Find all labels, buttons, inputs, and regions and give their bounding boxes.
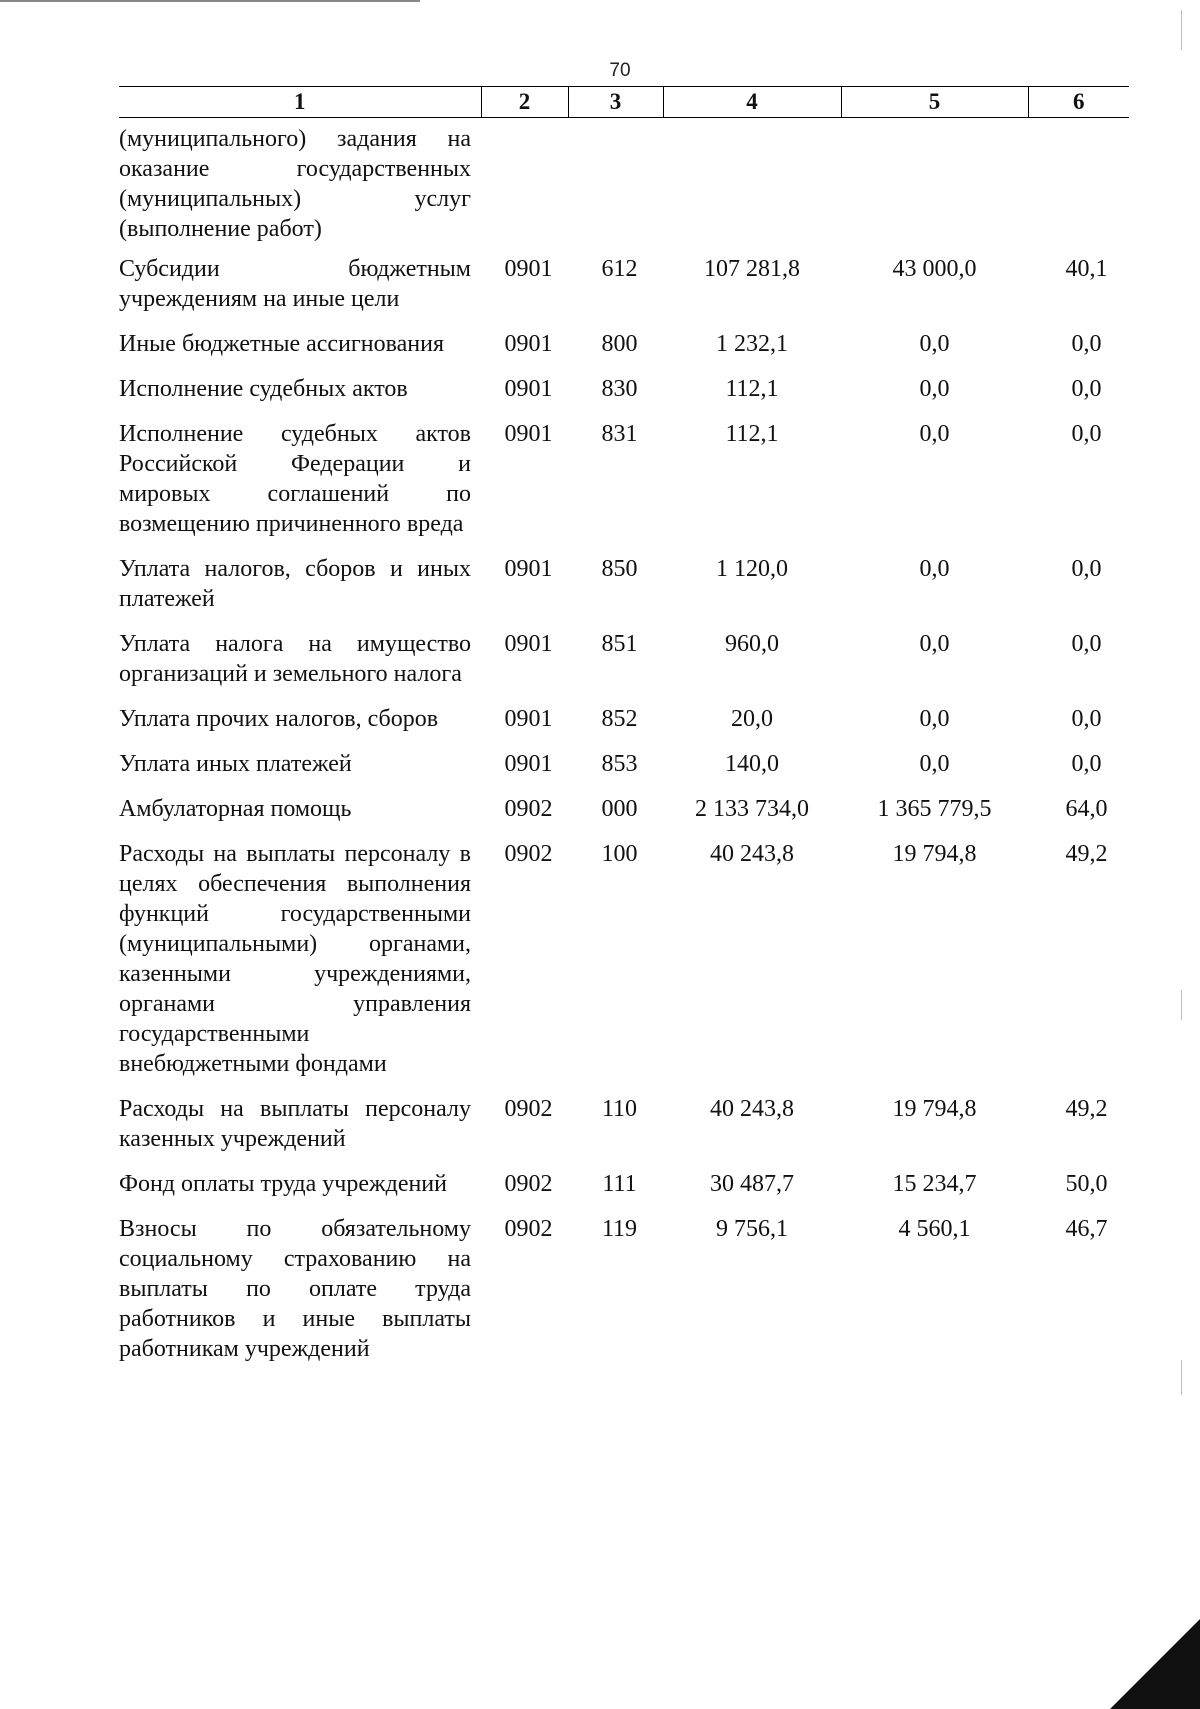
row-type-code: 110	[601, 1096, 638, 1122]
row-section-code: 0902	[504, 841, 553, 867]
row-fact-value: 19 794,8	[892, 1096, 977, 1122]
row-percent-value: 0,0	[1071, 556, 1102, 582]
table-row	[119, 749, 1129, 794]
table-row	[119, 1214, 1129, 1379]
row-fact-value: 0,0	[919, 751, 950, 777]
row-fact-value: 43 000,0	[892, 256, 977, 282]
row-plan-value: 107 281,8	[704, 256, 800, 282]
row-plan-value: 30 487,7	[710, 1171, 794, 1197]
budget-table	[119, 86, 1129, 1379]
row-section-code: 0902	[504, 1216, 553, 1242]
table-row	[119, 1169, 1129, 1214]
row-section-code: 0901	[504, 751, 553, 777]
table-row	[119, 794, 1129, 839]
row-percent-value: 50,0	[1065, 1171, 1108, 1197]
row-name: Уплата прочих налогов, сборов	[119, 706, 439, 732]
table-row	[119, 554, 1129, 629]
row-name: Уплата налогов, сборов и иных платежей	[119, 556, 471, 612]
row-fact-value: 0,0	[919, 421, 950, 447]
row-percent-value: 46,7	[1065, 1216, 1108, 1242]
row-plan-value: 112,1	[725, 421, 779, 447]
row-type-code: 850	[601, 556, 638, 582]
row-fact-value: 0,0	[919, 556, 950, 582]
row-percent-value: 49,2	[1065, 1096, 1108, 1122]
row-name: Фонд оплаты труда учреждений	[119, 1171, 447, 1197]
row-percent-value: 40,1	[1065, 256, 1108, 282]
row-plan-value: 9 756,1	[716, 1216, 788, 1242]
row-name: Исполнение судебных актов	[119, 376, 408, 402]
row-type-code: 851	[601, 631, 638, 657]
row-plan-value: 2 133 734,0	[695, 796, 809, 822]
row-section-code: 0902	[504, 1171, 553, 1197]
table-row	[119, 419, 1129, 554]
row-plan-value: 960,0	[725, 631, 779, 657]
column-header-5: 5	[841, 87, 1028, 118]
row-plan-value: 1 120,0	[716, 556, 788, 582]
row-type-code: 100	[601, 841, 638, 867]
row-name: Расходы на выплаты персоналу казенных учреждений	[119, 1096, 471, 1152]
row-fact-value: 0,0	[919, 331, 950, 357]
continuation-text: (муниципального) задания на оказание государственных (муниципальных) услуг (выполнение работ)	[119, 126, 471, 242]
row-section-code: 0902	[504, 1096, 553, 1122]
row-percent-value: 0,0	[1071, 706, 1102, 732]
row-type-code: 830	[601, 376, 638, 402]
scan-corner-mark	[1110, 1619, 1200, 1709]
row-percent-value: 64,0	[1065, 796, 1108, 822]
scan-artifact	[1181, 1360, 1183, 1395]
column-header-4: 4	[663, 87, 841, 118]
row-fact-value: 0,0	[919, 631, 950, 657]
row-fact-value: 4 560,1	[898, 1216, 971, 1242]
row-name: Уплата налога на имущество организаций и земельного налога	[119, 631, 471, 687]
row-section-code: 0901	[504, 256, 553, 282]
column-header-3: 3	[568, 87, 663, 118]
row-plan-value: 20,0	[731, 706, 773, 732]
row-name: Амбулаторная помощь	[119, 796, 352, 822]
row-section-code: 0901	[504, 421, 553, 447]
column-header-2: 2	[481, 87, 568, 118]
table-body	[119, 118, 1129, 1380]
row-plan-value: 40 243,8	[710, 1096, 794, 1122]
table-row	[119, 374, 1129, 419]
row-section-code: 0901	[504, 331, 553, 357]
table-row	[119, 1094, 1129, 1169]
table-row	[119, 704, 1129, 749]
row-name: Расходы на выплаты персоналу в целях обеспечения выполнения функций государственными (муниципальными) органами, казенными учреждениями, органами управления государственными внебюджетными фондами	[119, 841, 471, 1077]
row-percent-value: 0,0	[1071, 631, 1102, 657]
row-type-code: 800	[601, 331, 638, 357]
row-plan-value: 40 243,8	[710, 841, 794, 867]
scan-artifact	[1181, 10, 1183, 50]
row-plan-value: 140,0	[725, 751, 779, 777]
row-fact-value: 15 234,7	[892, 1171, 977, 1197]
row-percent-value: 49,2	[1065, 841, 1108, 867]
table-header-row	[119, 87, 1129, 118]
row-type-code: 000	[601, 796, 638, 822]
row-name: Уплата иных платежей	[119, 751, 352, 777]
row-name: Субсидии бюджетным учреждениям на иные цели	[119, 256, 471, 312]
scan-edge-line	[0, 0, 420, 2]
table-row	[119, 839, 1129, 1094]
row-percent-value: 0,0	[1071, 421, 1102, 447]
column-header-6: 6	[1028, 87, 1129, 118]
row-type-code: 612	[601, 256, 638, 282]
row-percent-value: 0,0	[1071, 331, 1102, 357]
row-fact-value: 19 794,8	[892, 841, 977, 867]
table-row	[119, 329, 1129, 374]
table-row	[119, 254, 1129, 329]
row-name: Иные бюджетные ассигнования	[119, 331, 444, 357]
row-plan-value: 112,1	[725, 376, 779, 402]
row-name: Взносы по обязательному социальному страхованию на выплаты по оплате труда работников и иные выплаты работникам учреждений	[119, 1216, 471, 1362]
row-type-code: 853	[601, 751, 638, 777]
scan-artifact	[1181, 990, 1183, 1020]
row-percent-value: 0,0	[1071, 751, 1102, 777]
row-type-code: 852	[601, 706, 638, 732]
row-section-code: 0901	[504, 376, 553, 402]
column-header-1: 1	[119, 87, 481, 118]
page-number: 70	[609, 60, 631, 81]
continuation-row	[119, 118, 1129, 255]
row-type-code: 119	[601, 1216, 638, 1242]
row-section-code: 0902	[504, 796, 553, 822]
row-section-code: 0901	[504, 556, 553, 582]
row-plan-value: 1 232,1	[716, 331, 788, 357]
row-percent-value: 0,0	[1071, 376, 1102, 402]
row-fact-value: 0,0	[919, 706, 950, 732]
row-fact-value: 0,0	[919, 376, 950, 402]
table-row	[119, 629, 1129, 704]
row-type-code: 831	[601, 421, 638, 447]
row-section-code: 0901	[504, 706, 553, 732]
row-type-code: 111	[602, 1171, 637, 1197]
row-fact-value: 1 365 779,5	[877, 796, 992, 822]
row-section-code: 0901	[504, 631, 553, 657]
row-name: Исполнение судебных актов Российской Федерации и мировых соглашений по возмещению причиненного вреда	[119, 421, 471, 537]
